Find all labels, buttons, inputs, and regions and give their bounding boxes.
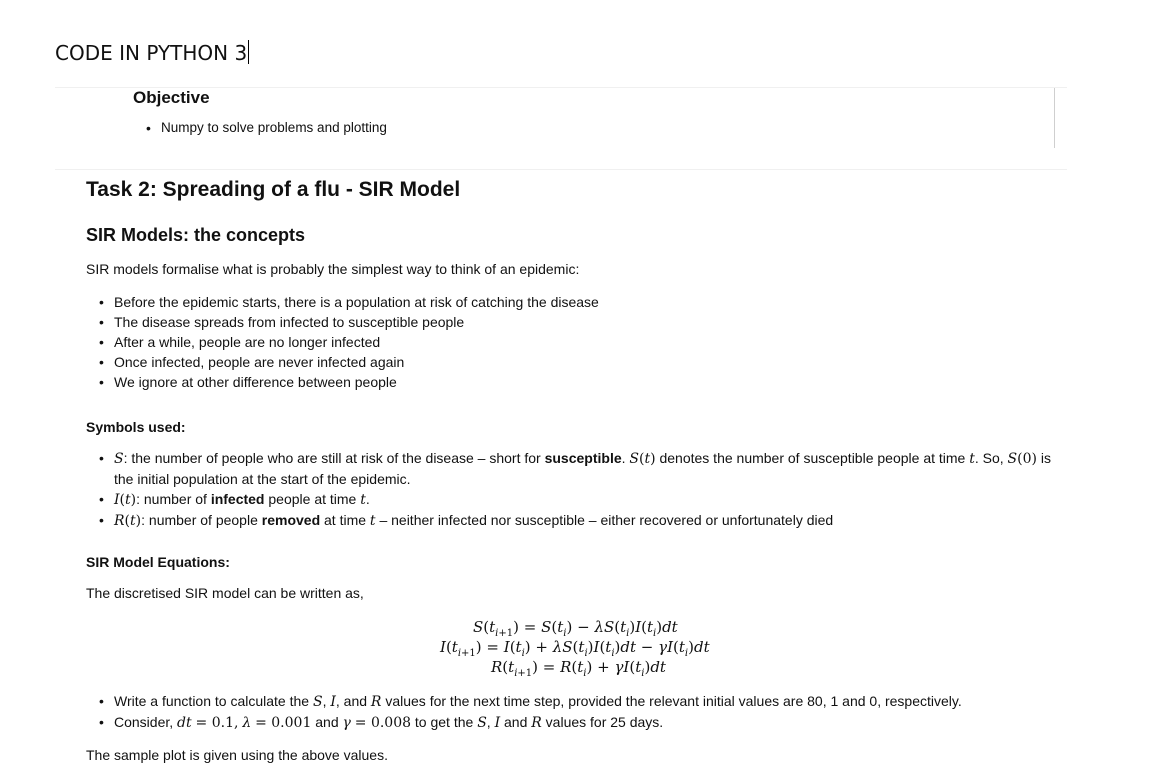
- concepts-intro: SIR models formalise what is probably the simplest way to think of an epidemic:: [86, 261, 580, 277]
- list-item-infected: • I(t): number of infected people at time t.: [86, 489, 1066, 510]
- equations-heading: SIR Model Equations:: [86, 554, 230, 570]
- list-item-susceptible: • S: the number of people who are still at risk of the disease – short for susceptible. S(t) denotes the number of susceptible people at time t. So, S(0) is the initial population at the start of the epidemic.: [86, 448, 1066, 489]
- concepts-heading: SIR Models: the concepts: [86, 225, 306, 245]
- list-item: • Before the epidemic starts, there is a population at risk of catching the disease: [86, 292, 986, 312]
- equations-intro: The discretised SIR model can be written as,: [86, 585, 364, 601]
- list-item: • The disease spreads from infected to susceptible people: [86, 312, 986, 332]
- sample-plot-text: The sample plot is given using the above values.: [86, 747, 388, 763]
- list-item: • We ignore at other difference between people: [86, 372, 986, 392]
- objective-cell: [55, 87, 1067, 150]
- concepts-list: [86, 292, 986, 392]
- symbols-heading: Symbols used:: [86, 419, 186, 435]
- task-list: [86, 691, 1066, 733]
- objective-item: • Numpy to solve problems and plotting: [133, 118, 387, 138]
- objective-list: [133, 118, 387, 138]
- task-cell: [55, 169, 1067, 773]
- list-item: • Write a function to calculate the S, I, and R values for the next time step, provided the relevant initial values are 80, 1 and 0, respectively.: [86, 691, 1066, 712]
- task-title: Task 2: Spreading of a flu - SIR Model: [86, 178, 461, 201]
- list-item-removed: • R(t): number of people removed at time t – neither infected nor susceptible – either recovered or unfortunately died: [86, 510, 1066, 531]
- document-title[interactable]: [55, 40, 249, 65]
- symbols-list: [86, 448, 1066, 531]
- list-item: • Consider, dt = 0.1, λ = 0.001 and γ = 0.008 to get the S, I and R values for 25 days.: [86, 712, 1066, 733]
- list-item: • After a while, people are no longer infected: [86, 332, 986, 352]
- equation-s: $S(t_{i+1}) = S(t_i) - \lambda S(t_i)I(t_i)dt$: [473, 618, 678, 639]
- equation-r: $R(t_{i+1}) = R(t_i) + \gamma I(t_i)dt$: [491, 658, 666, 679]
- objective-heading: Objective: [133, 88, 210, 107]
- equation-i: $I(t_{i+1}) = I(t_i) + \lambda S(t_i)I(t_i)dt - \gamma I(t_i)dt$: [440, 638, 710, 659]
- document-title-text: CODE IN PYTHON 3: [55, 41, 248, 65]
- cell-scrollbar[interactable]: [1054, 88, 1055, 148]
- list-item: • Once infected, people are never infected again: [86, 352, 986, 372]
- text-cursor: [248, 40, 249, 64]
